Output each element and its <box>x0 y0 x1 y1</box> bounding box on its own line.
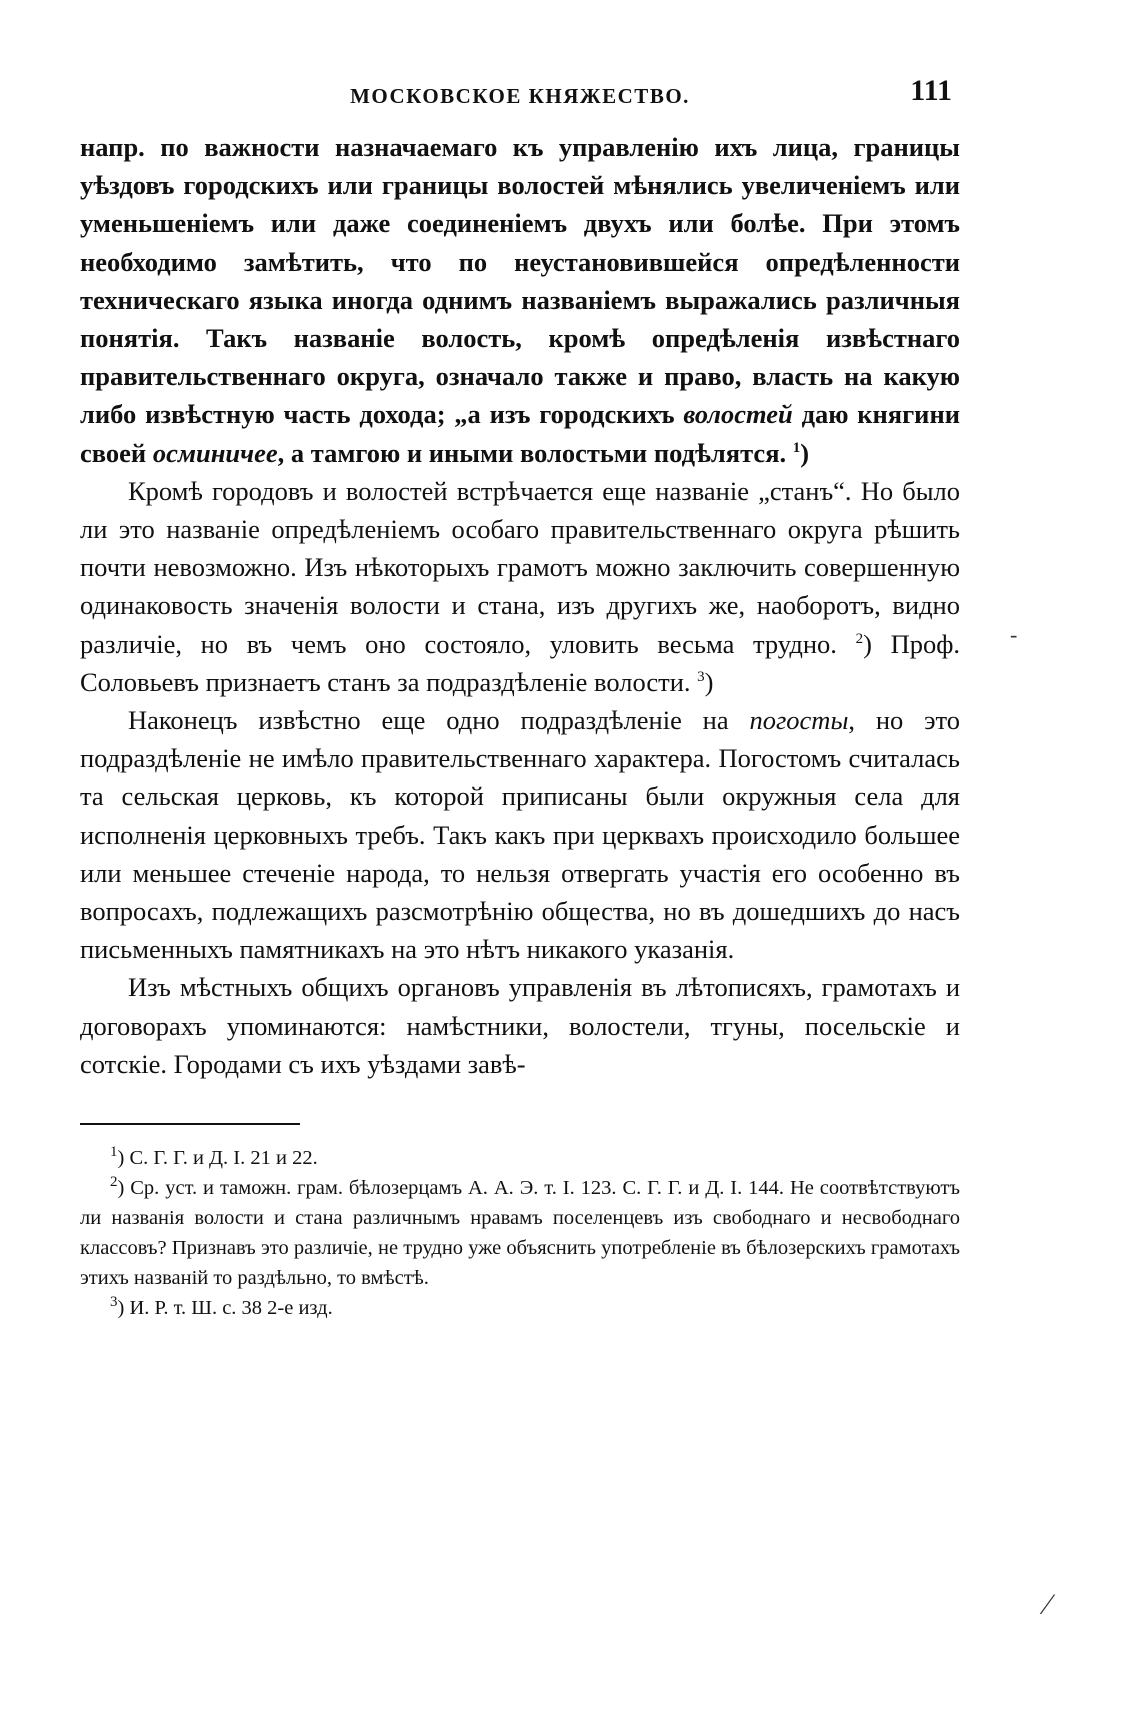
paragraph-3-end: , но это подраздѣленіе не имѣло правительственнаго характера. Погостомъ считалась та сельская церковь, къ которой приписаны были окружныя села для исполненія церковныхъ требъ. Такъ какъ при церквахъ происходило большее или меньшее стеченіе народа, то нельзя отвергать участія его особенно въ вопросахъ, подлежащихъ разсмотрѣнію общества, но въ дошедшихъ до насъ письменныхъ памятникахъ на это нѣтъ никакого указанія. <box>80 705 960 965</box>
paragraph-2-end: Проф. Соловьевъ признаетъ станъ за подраздѣленіе волости. <box>80 628 961 697</box>
paragraph-2: Кромѣ городовъ и волостей встрѣчается еще названіе „станъ“. Но было ли это названіе опредѣленіемъ особаго правительственнаго округа рѣшить почти невозможно. Изъ нѣкоторыхъ грамотъ можно заключить совершенную одинаковость значенія волости и стана, изъ другихъ же, наоборотъ, видно различіе, но въ чемъ оно состояло, уловить весьма трудно. $^2$) Проф. Соловьевъ признаетъ станъ за подраздѣленіе волости. $^3$) <box>80 475 961 697</box>
footnote-1 <box>80 1143 960 1173</box>
footnote-3-mark: 3 <box>110 1294 118 1311</box>
footnote-1-text: ) С. Г. Г. и Д. I. 21 и 22. <box>117 1147 318 1170</box>
paragraph-1-italic-1: волостей <box>683 399 793 430</box>
paragraph-1-text: напр. по важности назначаемаго къ управленію ихъ лица, границы уѣздовъ городскихъ или границы волостей мѣнялись увеличеніемъ или уменьшеніемъ или даже соединеніемъ двухъ или болѣе. При этомъ необходимо замѣтить, что по неустановившейся опредѣленности техническаго языка иногда однимъ названіемъ выражались различныя понятія. Такъ названіе волость, кромѣ опредѣленія извѣстнаго правительственнаго округа, означало также и право, власть на какую либо извѣстную часть дохода; „а изъ городскихъ <box>80 132 960 430</box>
footnote-1-mark: 1 <box>110 1144 118 1161</box>
footnote-3 <box>80 1293 960 1323</box>
paragraph-2-text: Кромѣ городовъ и волостей встрѣчается еще названіе „станъ“. Но было ли это названіе опредѣленіемъ особаго правительственнаго округа рѣшить почти невозможно. Изъ нѣкоторыхъ грамотъ можно заключить совершенную одинаковость значенія волости и стана, изъ другихъ же, наоборотъ, видно различіе, но въ чемъ оно состояло, уловить весьма трудно. <box>80 475 960 659</box>
paragraph-3-italic: погосты <box>749 705 849 736</box>
margin-pen-stroke: ⁄ <box>1045 1588 1051 1621</box>
paragraph-1-end: , а тамгою и иными волостьми подѣлятся. <box>277 437 787 468</box>
footnote-ref-2: 2 <box>855 630 864 647</box>
margin-speck: - <box>1010 622 1018 647</box>
page-header <box>80 70 960 118</box>
footnotes <box>80 1143 960 1323</box>
paragraph-4 <box>80 968 960 1083</box>
paragraph-1: напр. по важности назначаемаго къ управленію ихъ лица, границы уѣздовъ городскихъ или границы волостей мѣнялись увеличеніемъ или уменьшеніемъ или даже соединеніемъ двухъ или болѣе. При этомъ необходимо замѣтить, что по неустановившейся опредѣленности техническаго языка иногда однимъ названіемъ выражались различныя понятія. Такъ названіе волость, кромѣ опредѣленія извѣстнаго правительственнаго округа, означало также и право, власть на какую либо извѣстную часть дохода; „а изъ городскихъ волостей даю княгини своей осминичее, а тамгою и иными волостьми подѣлятся. $^1$) <box>80 132 960 468</box>
paragraph-3 <box>80 701 960 968</box>
paragraph-3-start: Наконецъ извѣстно еще одно подраздѣленіе на <box>128 705 750 736</box>
footnote-ref-3: 3 <box>697 669 705 686</box>
paragraph-1-italic-2: осминичее <box>152 437 278 468</box>
footnote-3-text: ) И. Р. т. Ш. с. 38 2-е изд. <box>117 1297 333 1320</box>
footnote-divider <box>80 1123 300 1125</box>
book-page <box>80 70 960 1323</box>
paragraph-4-text: Изъ мѣстныхъ общихъ органовъ управленія въ лѣтописяхъ, грамотахъ и договорахъ упоминаются: намѣстники, волостели, тгуны, посельскіе и сотскіе. Городами съ ихъ уѣздами завѣ- <box>80 972 960 1079</box>
page-number: 111 <box>910 74 952 107</box>
footnote-2-mark: 2 <box>110 1174 118 1191</box>
paragraph-1-mid: даю княгини своей <box>80 399 960 468</box>
footnote-ref-1: 1 <box>792 439 801 456</box>
footnote-2 <box>80 1173 960 1293</box>
body-text <box>80 128 960 1083</box>
running-head: МОСКОВСКОЕ КНЯЖЕСТВО. <box>350 84 690 108</box>
footnote-2-text: ) Ср. уст. и таможн. грам. бѣлозерцамъ А. А. Э. т. I. 123. С. Г. Г. и Д. I. 144. Не соотвѣтствуютъ ли названія волости и стана различнымъ нравамъ поселенцевъ изъ свободнаго и несвободнаго классовъ? Признавъ это различіе, не трудно уже объяснить употребленіе въ бѣлозерскихъ грамотахъ этихъ названій то раздѣльно, то вмѣстѣ. <box>80 1177 960 1290</box>
